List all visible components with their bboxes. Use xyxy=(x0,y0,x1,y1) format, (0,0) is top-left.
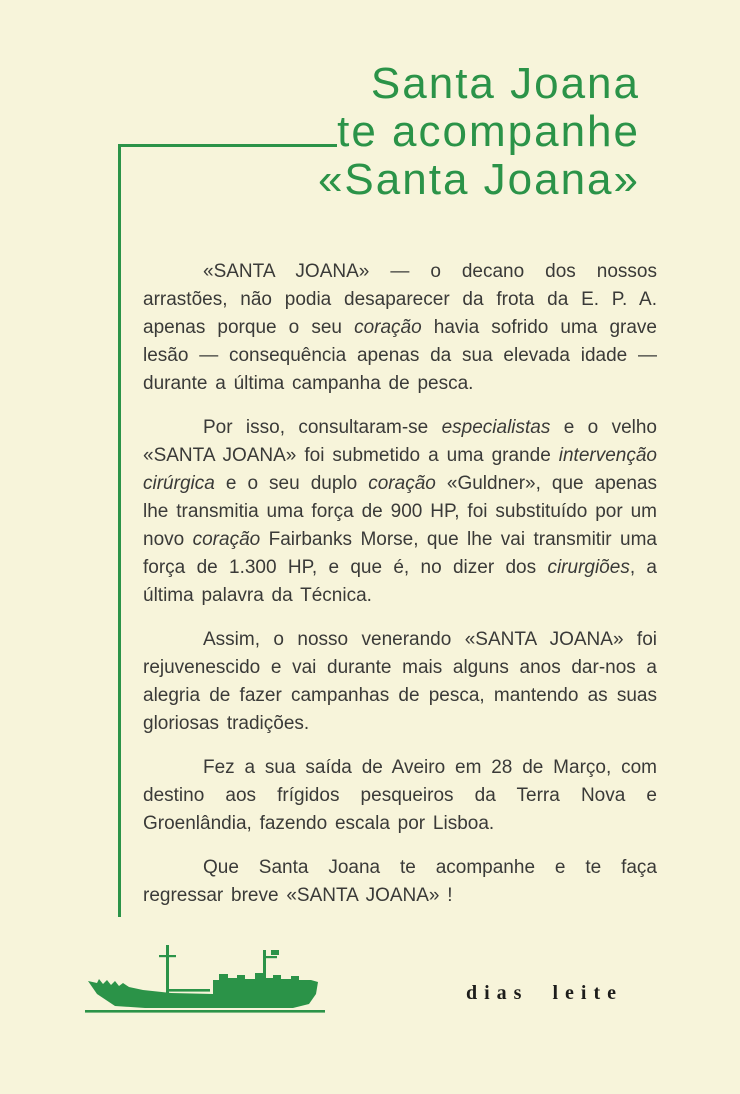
paragraph xyxy=(143,258,657,398)
article-body xyxy=(143,258,657,926)
italic-text-segment: coração xyxy=(368,473,436,494)
text-segment: «Guldner», que apenas lhe transmitia uma força de 900 HP, foi substituído por um novo xyxy=(143,473,657,550)
italic-text-segment: coração xyxy=(354,317,422,338)
text-segment: Que Santa Joana te acompanhe e te faça regressar breve «SANTA JOANA» ! xyxy=(143,857,657,906)
paragraph xyxy=(143,414,657,610)
italic-text-segment: especialistas xyxy=(441,417,551,438)
text-segment: Fairbanks Morse, que lhe vai transmitir uma força de 1.300 HP, e que é, no dizer dos xyxy=(143,529,657,578)
title-line-1: Santa Joana xyxy=(370,59,640,108)
text-segment: «SANTA JOANA» — o decano dos nossos arrastões, não podia desaparecer da frota da E. P. A. apenas porque o seu xyxy=(143,261,657,338)
author-signature: dias leite xyxy=(466,982,623,1004)
title-line-3: «Santa Joana» xyxy=(317,155,640,204)
page-title xyxy=(318,60,640,204)
title-line-2: te acompanhe xyxy=(337,107,640,156)
text-segment: e o seu duplo xyxy=(214,473,369,494)
italic-text-segment: cirurgiões xyxy=(547,557,630,578)
italic-text-segment: coração xyxy=(192,529,261,550)
paragraph xyxy=(143,754,657,838)
trawler-ship-icon xyxy=(84,936,326,1016)
text-segment: Fez a sua saída de Aveiro em 28 de Março, com destino aos frígidos pesqueiros da Terra Nova e Groenlândia, fazendo escala por Lisboa. xyxy=(143,757,657,834)
text-segment: havia sofrido uma grave lesão — consequência apenas da sua elevada idade — durante a última campanha de pesca. xyxy=(143,317,657,394)
text-segment: Assim, o nosso venerando «SANTA JOANA» foi rejuvenescido e vai durante mais alguns anos dar-nos a alegria de fazer campanhas de pesca, mantendo as suas gloriosas tradições. xyxy=(143,629,657,734)
text-segment: Por isso, consultaram-se xyxy=(203,417,442,438)
text-segment: , a última palavra da Técnica. xyxy=(143,557,657,606)
paragraph xyxy=(143,626,657,738)
text-segment: e o velho «SANTA JOANA» foi submetido a uma grande xyxy=(143,417,657,466)
corner-rule-horizontal xyxy=(118,144,337,147)
ship-silhouette-graphic xyxy=(84,936,326,1016)
paragraph xyxy=(143,854,657,910)
corner-rule-vertical xyxy=(118,144,121,917)
italic-text-segment: intervenção cirúrgica xyxy=(143,445,657,494)
